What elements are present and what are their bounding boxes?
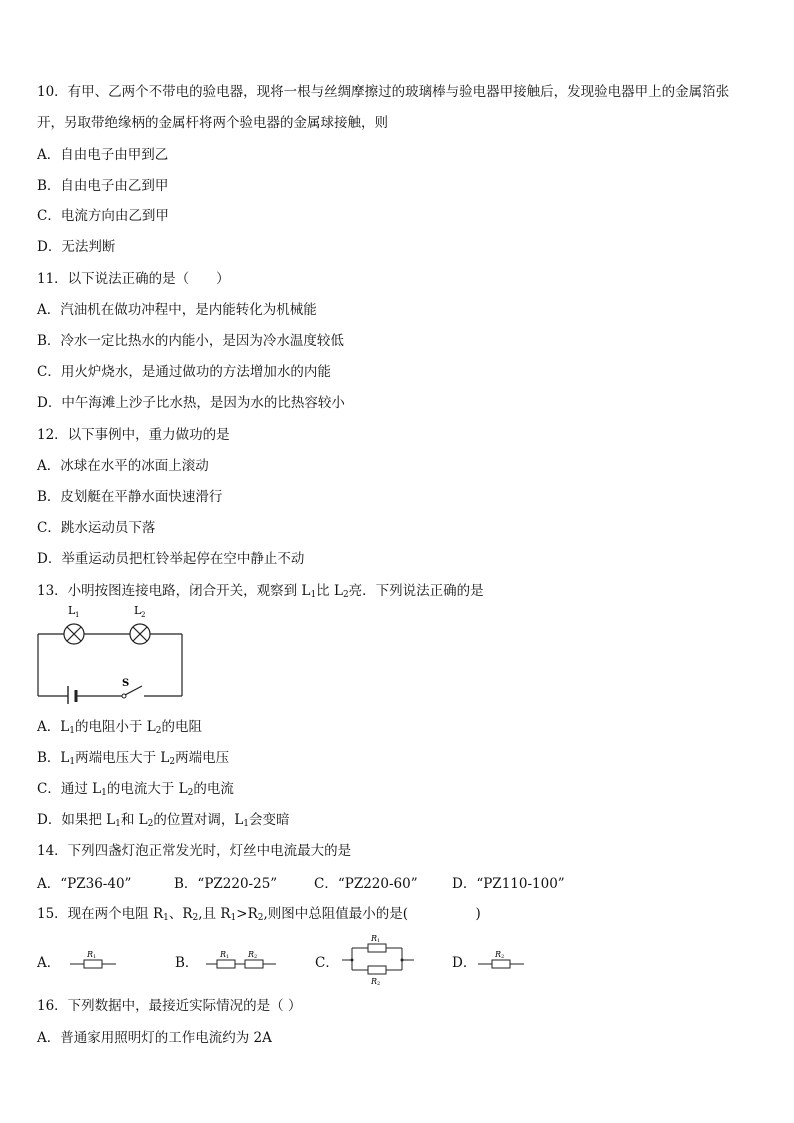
q13-circuit-diagram — [30, 600, 190, 704]
q14-options — [37, 872, 757, 892]
q10-option-c: C．电流方向由乙到甲 — [37, 208, 169, 224]
q10-option-b: B．自由电子由乙到甲 — [37, 178, 169, 194]
q14-option-a: A．“PZ36-40” — [37, 876, 132, 892]
q14-option-b: B．“PZ220-25” — [174, 876, 278, 892]
lamp-l1-symbol — [64, 624, 84, 644]
q12-stem: 12．以下事例中，重力做功的是 — [37, 427, 230, 443]
q15-option-c-label: C． — [315, 955, 339, 971]
q13-option-b: B．$L_1$两端电压大于 $L_2$两端电压 — [37, 750, 230, 767]
svg-text:1: 1 — [226, 954, 230, 960]
switch-label: S — [122, 678, 130, 689]
q12-option-b: B．皮划艇在平静水面快速滑行 — [37, 489, 223, 505]
battery-symbol — [68, 686, 76, 704]
q13-stem: 13．小明按图连接电路，闭合开关，观察到 $L_1$比 $L_2$亮．下列说法正确的是 — [37, 583, 484, 600]
q12-option-d: D．举重运动员把杠铃举起停在空中静止不动 — [37, 551, 305, 567]
q13-option-a: A．$L_1$的电阻小于 $L_2$的电阻 — [37, 719, 202, 736]
q10-stem-line1: 10．有甲、乙两个不带电的验电器，现将一根与丝绸摩擦过的玻璃棒与验电器甲接触后，发现验电器甲上的金属箔张 — [37, 84, 730, 100]
lamp-l2-label: L — [134, 604, 142, 617]
q15-option-b-diagram — [206, 944, 276, 972]
q15-stem: 15．现在两个电阻 $R_1$、$R_2$,且 $R_1>R_2$,则图中总阻值最小的是( ) — [37, 906, 481, 923]
svg-text:1: 1 — [377, 938, 381, 944]
q14-option-d: D．“PZ110-100” — [452, 876, 565, 892]
lamp-l2-symbol — [130, 624, 150, 644]
q11-option-a: A．汽油机在做功冲程中，是内能转化为机械能 — [37, 302, 317, 318]
q14-stem: 14．下列四盏灯泡正常发光时，灯丝中电流最大的是 — [37, 843, 352, 859]
q13-option-c: C．通过 $L_1$的电流大于 $L_2$的电流 — [37, 781, 234, 798]
svg-text:2: 2 — [377, 981, 381, 987]
q11-option-d: D．中午海滩上沙子比水热，是因为水的比热容较小 — [37, 395, 345, 411]
svg-text:1: 1 — [93, 954, 97, 960]
q10-stem-line2: 开，另取带绝缘柄的金属杆将两个验电器的金属球接触，则 — [37, 115, 388, 131]
svg-text:R: R — [371, 977, 378, 986]
svg-text:2: 2 — [501, 954, 505, 960]
q12-option-c: C．跳水运动员下落 — [37, 520, 156, 536]
svg-text:R: R — [495, 950, 502, 959]
q12-option-a: A．冰球在水平的冰面上滚动 — [37, 458, 209, 474]
svg-text:2: 2 — [254, 954, 258, 960]
q16-option-a: A．普通家用照明灯的工作电流约为 2A — [37, 1030, 272, 1046]
q11-option-c: C．用火炉烧水，是通过做功的方法增加水的内能 — [37, 364, 331, 380]
q15-option-c-diagram — [342, 932, 414, 988]
q10-option-d: D．无法判断 — [37, 239, 116, 255]
q15-option-d-label: D． — [452, 955, 477, 971]
q15-option-a-diagram — [70, 944, 116, 972]
lamp-l1-sub: 1 — [75, 611, 80, 619]
svg-text:R: R — [220, 950, 227, 959]
q15-option-d-diagram — [478, 944, 524, 972]
q11-option-b: B．冷水一定比热水的内能小，是因为冷水温度较低 — [37, 333, 344, 349]
q10-option-a: A．自由电子由甲到乙 — [37, 147, 169, 163]
svg-text:R: R — [371, 934, 378, 943]
q13-option-d: D．如果把 $L_1$和 $L_2$的位置对调，$L_1$会变暗 — [37, 812, 290, 829]
q11-stem: 11．以下说法正确的是（ ） — [37, 271, 230, 287]
q15-option-a-label: A． — [37, 955, 61, 971]
q16-stem: 16．下列数据中，最接近实际情况的是（ ） — [37, 998, 302, 1014]
svg-text:R: R — [248, 950, 255, 959]
q14-option-c: C．“PZ220-60” — [314, 876, 418, 892]
lamp-l1-label: L — [68, 604, 76, 617]
lamp-l2-sub: 2 — [141, 611, 146, 619]
svg-text:R: R — [87, 950, 94, 959]
q15-option-b-label: B． — [175, 955, 199, 971]
